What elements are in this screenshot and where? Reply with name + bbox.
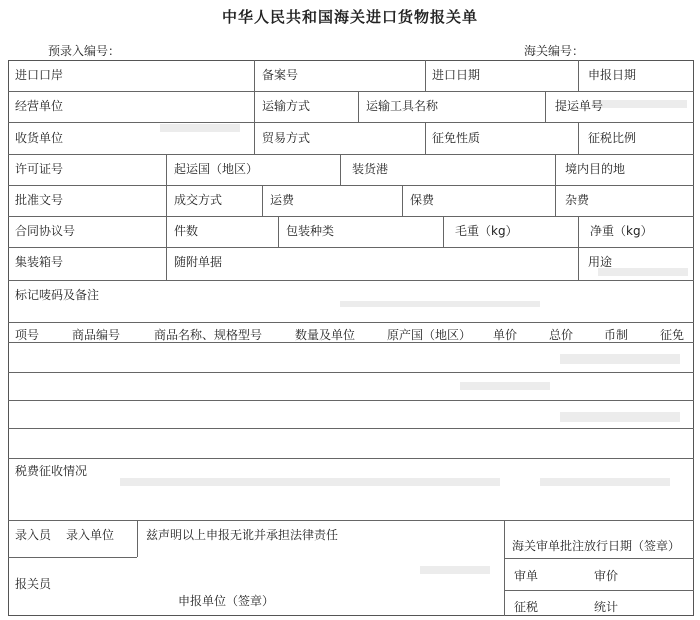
insurance-label: 保费 — [410, 193, 435, 207]
freight-label: 运费 — [270, 193, 295, 207]
column-divider — [166, 154, 167, 280]
row-divider — [8, 216, 694, 217]
row-divider — [8, 185, 694, 186]
column-divider — [340, 154, 341, 185]
row-divider — [8, 91, 694, 92]
trade-mode-label: 贸易方式 — [262, 131, 311, 145]
import-port-label: 进口口岸 — [15, 68, 64, 82]
transaction-mode-label: 成交方式 — [174, 193, 223, 207]
bill-of-lading-label: 提运单号 — [555, 99, 604, 113]
customs-approval-label: 海关审单批注放行日期（签章） — [512, 539, 681, 553]
approval-number-label: 批准文号 — [15, 193, 64, 207]
row-divider — [8, 280, 694, 281]
origin-header: 原产国（地区） — [387, 328, 472, 342]
marks-remarks-label: 标记唛码及备注 — [15, 288, 100, 302]
row-divider — [8, 458, 694, 459]
container-number-label: 集装箱号 — [15, 255, 64, 269]
form-title: 中华人民共和国海关进口货物报关单 — [221, 8, 478, 26]
declaration-date-label: 申报日期 — [588, 68, 637, 82]
tax-ratio-label: 征税比例 — [588, 131, 637, 145]
column-divider — [402, 185, 403, 216]
usage-label: 用途 — [588, 255, 613, 269]
column-divider — [578, 60, 579, 91]
declaring-unit-label: 申报单位（签章） — [178, 594, 275, 608]
prerecord-number-label: 预录入编号： — [48, 44, 121, 58]
column-divider — [137, 520, 138, 557]
miscellaneous-label: 杂费 — [565, 193, 590, 207]
declaration-statement: 兹声明以上申报无讹并承担法律责任 — [146, 528, 339, 542]
business-unit-label: 经营单位 — [15, 99, 64, 113]
declarant-label: 报关员 — [15, 577, 52, 591]
row-divider — [8, 247, 694, 248]
tax-collection-status-label: 税费征收情况 — [15, 464, 88, 478]
entry-unit-label: 录入单位 — [66, 528, 115, 542]
attached-documents-label: 随附单据 — [174, 255, 223, 269]
net-weight-label: 净重（kg） — [590, 224, 653, 238]
gross-weight-label: 毛重（kg） — [455, 224, 518, 238]
column-divider — [504, 520, 505, 616]
package-type-label: 包装种类 — [286, 224, 335, 238]
row-divider — [504, 590, 694, 591]
loading-port-label: 装货港 — [352, 162, 389, 176]
transport-vehicle-label: 运输工具名称 — [366, 99, 439, 113]
package-count-label: 件数 — [174, 224, 199, 238]
row-divider — [8, 400, 694, 401]
exemption-header: 征免 — [660, 328, 685, 342]
customs-number-label: 海关编号： — [524, 44, 585, 58]
exemption-nature-label: 征免性质 — [432, 131, 481, 145]
document-review-label: 审单 — [514, 569, 539, 583]
column-divider — [555, 154, 556, 216]
quantity-unit-header: 数量及单位 — [295, 328, 356, 342]
import-date-label: 进口日期 — [432, 68, 481, 82]
column-divider — [425, 60, 426, 91]
tax-levy-label: 征税 — [514, 600, 539, 614]
license-number-label: 许可证号 — [15, 162, 64, 176]
row-divider — [8, 154, 694, 155]
row-divider — [8, 122, 694, 123]
statistics-label: 统计 — [594, 600, 619, 614]
transport-mode-label: 运输方式 — [262, 99, 311, 113]
item-number-header: 项号 — [15, 328, 40, 342]
column-divider — [578, 122, 579, 154]
column-divider — [358, 91, 359, 122]
column-divider — [578, 216, 579, 280]
origin-country-label: 起运国（地区） — [174, 162, 259, 176]
column-divider — [425, 122, 426, 154]
domestic-destination-label: 境内目的地 — [565, 162, 626, 176]
unit-price-header: 单价 — [493, 328, 518, 342]
column-divider — [278, 216, 279, 247]
price-review-label: 审价 — [594, 569, 619, 583]
column-divider — [262, 185, 263, 216]
row-divider — [8, 322, 694, 323]
row-divider — [8, 557, 137, 558]
contract-number-label: 合同协议号 — [15, 224, 76, 238]
consignee-label: 收货单位 — [15, 131, 64, 145]
entry-clerk-label: 录入员 — [15, 528, 52, 542]
total-price-header: 总价 — [549, 328, 574, 342]
row-divider — [8, 428, 694, 429]
column-divider — [545, 91, 546, 122]
row-divider — [8, 520, 694, 521]
row-divider — [8, 372, 694, 373]
column-divider — [443, 216, 444, 247]
record-number-label: 备案号 — [262, 68, 299, 82]
column-divider — [254, 60, 255, 154]
currency-header: 币制 — [604, 328, 629, 342]
row-divider — [504, 558, 694, 559]
commodity-code-header: 商品编号 — [72, 328, 121, 342]
commodity-name-header: 商品名称、规格型号 — [154, 328, 263, 342]
